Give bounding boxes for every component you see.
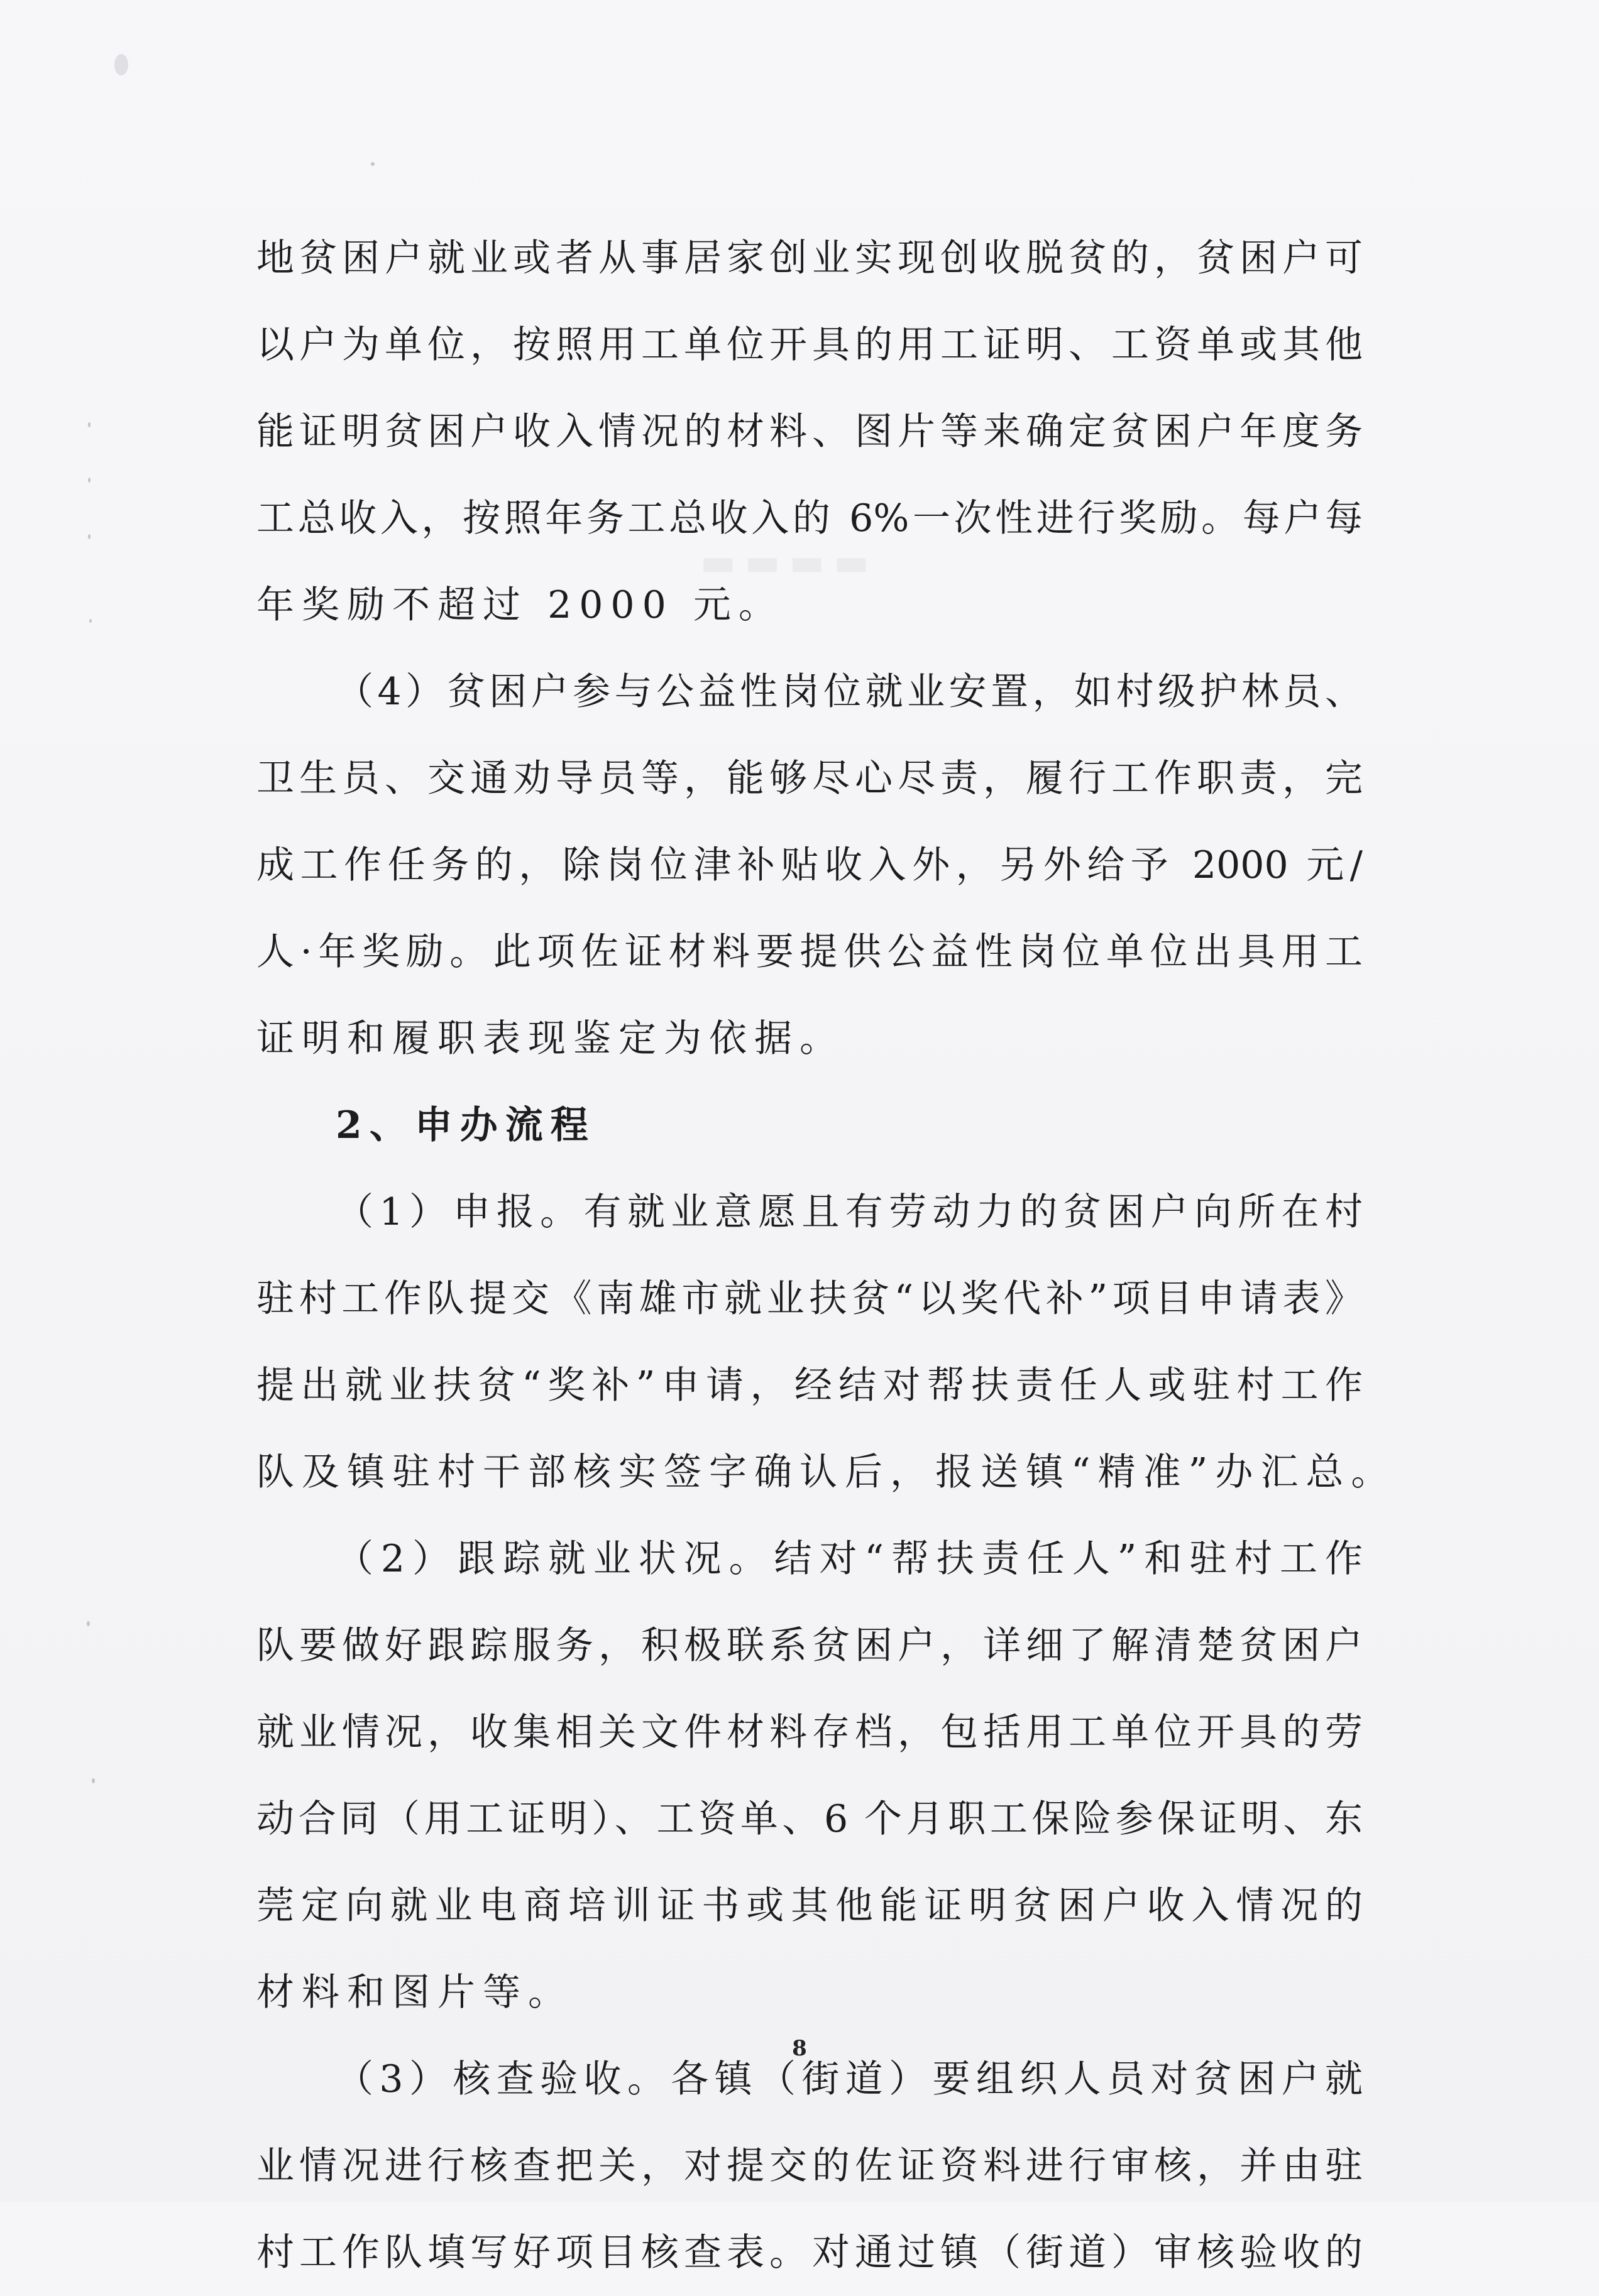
paragraph-line: 村工作队填写好项目核查表。对通过镇（街道）审核验收的 — [256, 2231, 1363, 2275]
paragraph-line: 卫生员、交通劝导员等，能够尽心尽责，履行工作职责，完 — [256, 757, 1363, 801]
paragraph-line: 材料和图片等。 — [256, 1971, 573, 2014]
scan-speck — [92, 1778, 95, 1783]
paragraph-line: 动合同（用工证明）、工资单、6 个月职工保险参保证明、东 — [256, 1797, 1363, 1841]
paragraph-line: 队及镇驻村干部核实签字确认后，报送镇“精准”办汇总。 — [256, 1450, 1397, 1494]
paragraph-line: 人·年奖励。此项佐证材料要提供公益性岗位单位出具用工 — [256, 930, 1363, 974]
scan-speck — [88, 534, 91, 539]
scan-speck — [114, 54, 128, 75]
scan-speck — [88, 422, 91, 427]
paragraph-line: 以户为单位，按照用工单位开具的用工证明、工资单或其他 — [256, 323, 1363, 367]
paragraph-line: 能证明贫困户收入情况的材料、图片等来确定贫困户年度务 — [256, 410, 1363, 454]
scan-speck — [89, 619, 92, 623]
paragraph-line: 证明和履职表现鉴定为依据。 — [256, 1017, 845, 1061]
bleed-through-artifact: ▬▬▬▬ — [691, 540, 869, 584]
paragraph-line: （2）跟踪就业状况。结对“帮扶责任人”和驻村工作 — [336, 1537, 1363, 1581]
paragraph-line: （3）核查验收。各镇（街道）要组织人员对贫困户就 — [336, 2057, 1363, 2101]
paragraph-line: 驻村工作队提交《南雄市就业扶贫“以奖代补”项目申请表》 — [256, 1277, 1363, 1321]
paragraph-line: 业情况进行核查把关，对提交的佐证资料进行审核，并由驻 — [256, 2144, 1363, 2188]
paragraph-line: 提出就业扶贫“奖补”申请，经结对帮扶责任人或驻村工作 — [256, 1364, 1363, 1408]
paragraph-line: 地贫困户就业或者从事居家创业实现创收脱贫的，贫困户可 — [256, 236, 1363, 280]
paragraph-line: （1）申报。有就业意愿且有劳动力的贫困户向所在村 — [336, 1190, 1363, 1234]
section-heading: 2、申办流程 — [336, 1103, 596, 1147]
page-number: 8 — [792, 2036, 807, 2061]
paragraph-line: 队要做好跟踪服务，积极联系贫困户，详细了解清楚贫困户 — [256, 1624, 1363, 1668]
paragraph-line: 就业情况，收集相关文件材料存档，包括用工单位开具的劳 — [256, 1710, 1363, 1754]
body-text — [256, 215, 1397, 2296]
paragraph-line: 莞定向就业电商培训证书或其他能证明贫困户收入情况的 — [256, 1884, 1363, 1928]
paragraph-line: （4）贫困户参与公益性岗位就业安置，如村级护林员、 — [336, 670, 1363, 714]
paragraph-line: 工总收入，按照年务工总收入的 6%一次性进行奖励。每户每 — [256, 496, 1363, 540]
scan-speck — [87, 1621, 90, 1626]
scan-speck — [88, 478, 91, 483]
scan-speck — [371, 162, 375, 166]
paragraph-line: 年奖励不超过 2000 元。 — [256, 583, 784, 627]
paragraph-line: 成工作任务的，除岗位津补贴收入外，另外给予 2000 元/ — [256, 843, 1363, 887]
